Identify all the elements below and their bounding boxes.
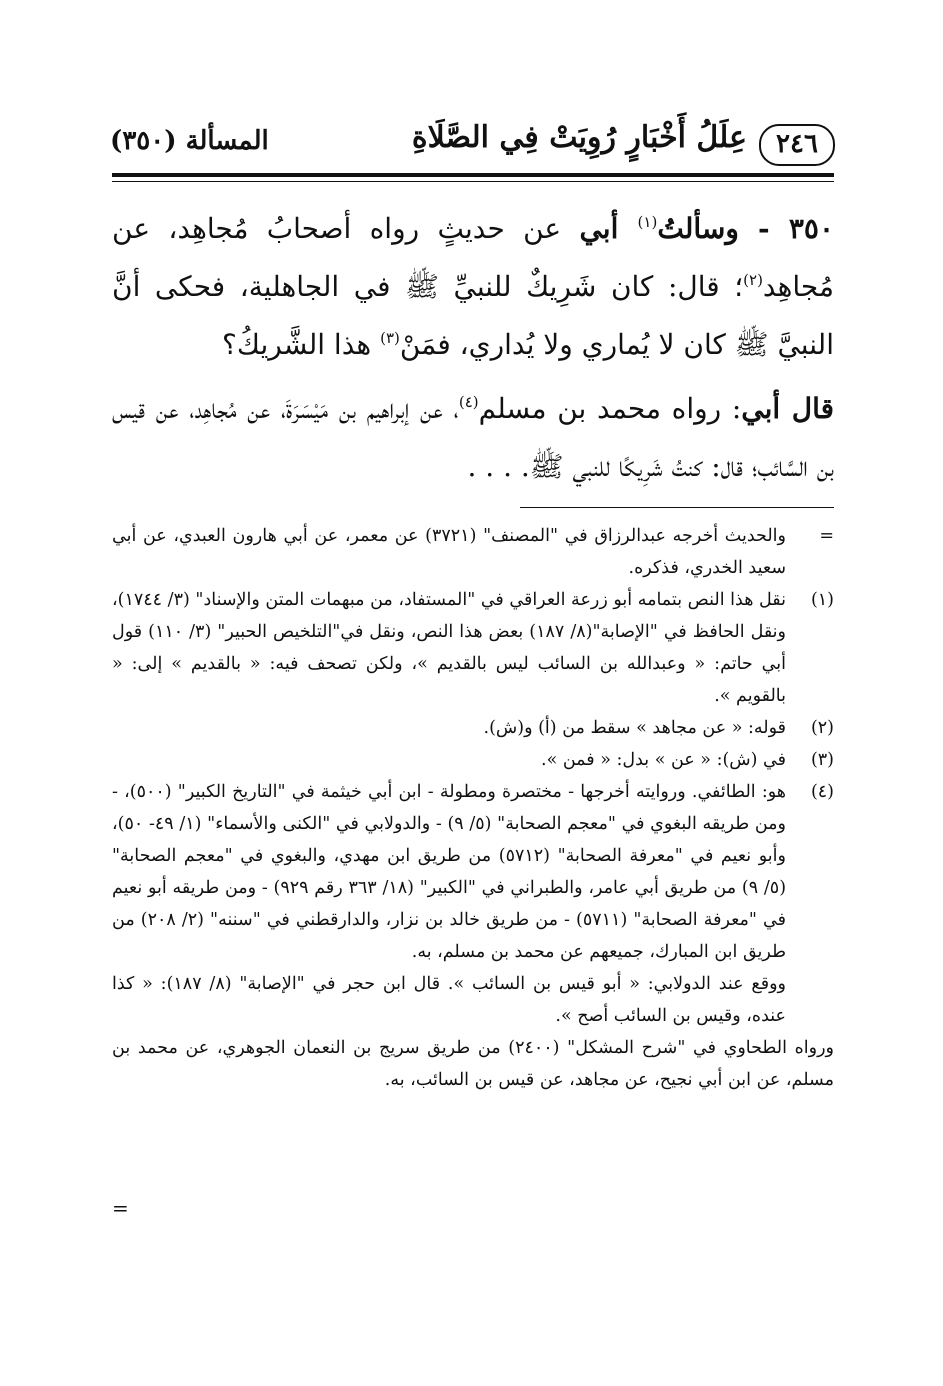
answer-text-2: ، عن إبراهيم بن مَيْسَرَةَ، عن مُجاهِد، عن قيس بن السَّائب؛ قال: كنتُ شَرِيكًا للنبي ﷺ. . . .: [112, 392, 834, 483]
question-text-3: هذا الشَّريكُ؟: [222, 328, 381, 361]
answer-paragraph: [112, 380, 834, 496]
footnote-4: [112, 776, 834, 968]
footnote-ref-3: (٣): [380, 329, 400, 347]
footnote-text: هو: الطائفي. وروايته أخرجها - مختصرة ومطولة - ابن أبي خيثمة في "التاريخ الكبير" (٥٠٠)، - ومن طريقه البغوي في "معجم الصحابة" (٥/ ٩) - والدولابي في "الكنى والأسماء" (١/ ٤٩- ٥٠)، وأبو نعيم في "معرفة الصحابة" (٥٧١٢) من طريق ابن مهدي، والبغوي في "معجم الصحابة" (٥/ ٩) من طريق أبي عامر، والطبراني في "الكبير" (١٨/ ٣٦٣ رقم ٩٢٩) - ومن طريقه أبو نعيم في "معرفة الصحابة" (٥٧١١) - من طريق خالد بن نزار، والدارقطني في "سننه" (٢/ ٢٠٨) من طريق ابن المبارك، جميعهم عن محمد بن مسلم، به.: [112, 782, 787, 962]
footnote-separator: [520, 507, 834, 508]
footnotes: [112, 520, 834, 1096]
footnote-4-extra: ووقع عند الدولابي: « أبو قيس بن السائب ». قال ابن حجر في "الإصابة" (٨/ ١٨٧): « كذا عنده، وقيس بن السائب أصح ».: [112, 974, 786, 1026]
footnote-mark: (٣): [810, 750, 834, 770]
answer-label: قال أبي: [741, 392, 834, 425]
continuation-end-mark: =: [112, 1196, 129, 1220]
footnote-4-tahawi: ورواه الطحاوي في "شرح المشكل" (٢٤٠٠) من طريق سريج بن النعمان الجوهري، عن محمد بن مسلم، عن ابن أبي نجيح، عن مجاهد، عن قيس بن السائب، به.: [112, 1038, 834, 1090]
footnote-text: في (ش): « عن » بدل: « فمن ».: [541, 750, 786, 770]
question-text-2: ؛ قال: كان شَرِيكٌ للنبيِّ ﷺ في الجاهلية، فحكى أنَّ النبيَّ ﷺ كان لا يُماري ولا يُداري، فمَنْ: [112, 270, 834, 361]
asked-word: وسألتُ: [657, 212, 739, 245]
issue-number: ٣٥٠ -: [738, 212, 834, 245]
footnote-continuation: [112, 520, 834, 584]
footnote-ref-1: (١): [637, 213, 658, 231]
footnote-text: قوله: « عن مجاهد » سقط من (أ) و(ش).: [483, 718, 786, 738]
footnote-mark: (٤): [810, 782, 834, 802]
page-number: ٢٤٦: [759, 124, 835, 166]
footnote-ref-2: (٢): [743, 271, 763, 289]
question-text-1: عن حديثٍ رواه أصحابُ مُجاهِد، عن مُجاهِد: [112, 212, 834, 303]
father-word: أبي: [579, 212, 638, 245]
answer-text-1: : رواه محمد بن مسلم: [478, 392, 742, 425]
running-header: [110, 110, 835, 170]
continuation-mark: =: [819, 526, 834, 546]
continuation-text: والحديث أخرجه عبدالرزاق في "المصنف" (٣٧٢١) عن معمر، عن أبي هارون العبدي، عن أبي سعيد الخدري، فذكره.: [112, 526, 786, 578]
issue-label: المسألة (٣٥٠): [110, 126, 269, 156]
footnote-text: نقل هذا النص بتمامه أبو زرعة العراقي في "المستفاد، من مبهمات المتن والإسناد" (٣/ ١٧٤٤)، ونقل الحافظ في "الإصابة"(٨/ ١٨٧) بعض هذا النص، ونقل في"التلخيص الحبير" (٣/ ١١٠) قول أبي حاتم: « وعبدالله بن السائب ليس بالقديم »، ولكن تصحف فيه: « بالقديم » إلى: « بالقويم ».: [112, 590, 786, 706]
footnote-ref-4: (٤): [458, 393, 479, 411]
footnote-mark: (١): [810, 590, 834, 610]
main-text: [112, 200, 834, 502]
footnote-1: [112, 584, 834, 712]
footnote-mark: (٢): [810, 718, 834, 738]
question-paragraph: [112, 200, 834, 374]
book-title: عِلَلُ أَخْبَارٍ رُوِيَتْ فِي الصَّلَاةِ: [411, 120, 747, 155]
header-rule-thin: [112, 181, 834, 182]
footnote-3: [112, 744, 834, 776]
footnote-2: [112, 712, 834, 744]
header-rule-thick: [112, 173, 834, 177]
